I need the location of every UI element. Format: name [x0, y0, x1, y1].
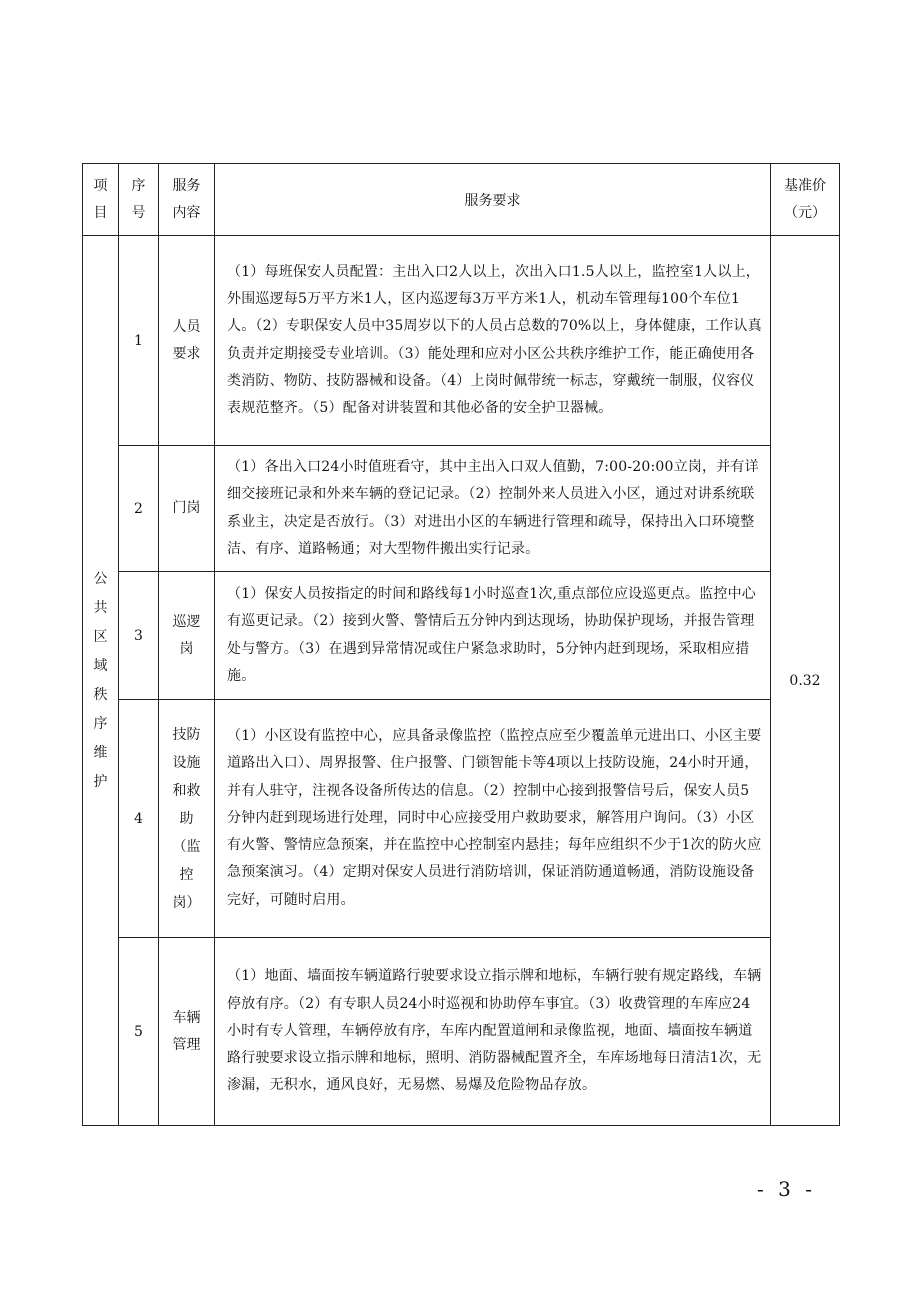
row-requirement: （1）保安人员按指定的时间和路线每1小时巡查1次,重点部位应设巡更点。监控中心有巡更记录。（2）接到火警、警情后五分钟内到达现场，协助保护现场，并报告管理处与警方。（3）在遇到异常情况或住户紧急求助时，5分钟内赶到现场，采取相应措施。	[215, 572, 771, 700]
row-content: 技防设施和救助（监控岗）	[159, 700, 215, 938]
header-requirement: 服务要求	[215, 164, 771, 236]
page-number: - 3 -	[757, 1177, 816, 1201]
group-name-cell: 公共区域秩序维护	[83, 236, 119, 1126]
row-seq: 5	[119, 938, 159, 1126]
row-seq: 3	[119, 572, 159, 700]
table-row	[83, 938, 840, 1126]
row-requirement: （1）小区设有监控中心，应具备录像监控（监控点应至少覆盖单元进出口、小区主要道路出入口）、周界报警、住户报警、门锁智能卡等4项以上技防设施，24小时开通，并有人驻守，注视各设备所传达的信息。（2）控制中心接到报警信号后，保安人员5分钟内赶到现场进行处理，同时中心应接受用户救助要求，解答用户询问。（3）小区有火警、警情应急预案，并在监控中心控制室内悬挂；每年应组织不少于1次的防火应急预案演习。（4）定期对保安人员进行消防培训，保证消防通道畅通，消防设施设备完好，可随时启用。	[215, 700, 771, 938]
table-row	[83, 700, 840, 938]
row-seq: 4	[119, 700, 159, 938]
row-requirement: （1）地面、墙面按车辆道路行驶要求设立指示牌和地标，车辆行驶有规定路线，车辆停放有序。（2）有专职人员24小时巡视和协助停车事宜。（3）收费管理的车库应24小时有专人管理，车辆停放有序，车库内配置道闸和录像监视，地面、墙面按车辆道路行驶要求设立指示牌和地标，照明、消防器械配置齐全，车库场地每日清洁1次，无渗漏，无积水，通风良好，无易燃、易爆及危险物品存放。	[215, 938, 771, 1126]
row-content: 巡逻岗	[159, 572, 215, 700]
table-row	[83, 572, 840, 700]
row-seq: 2	[119, 446, 159, 572]
service-standard-table	[82, 163, 840, 1126]
header-content: 服务内容	[159, 164, 215, 236]
table-row	[83, 446, 840, 572]
table-row	[83, 236, 840, 446]
header-project: 项目	[83, 164, 119, 236]
row-seq: 1	[119, 236, 159, 446]
row-content: 人员要求	[159, 236, 215, 446]
row-requirement: （1）每班保安人员配置：主出入口2人以上，次出入口1.5人以上，监控室1人以上，外围巡逻每5万平方米1人，区内巡逻每3万平方米1人，机动车管理每100个车位1人。（2）专职保安人员中35周岁以下的人员占总数的70%以上，身体健康，工作认真负责并定期接受专业培训。（3）能处理和应对小区公共秩序维护工作，能正确使用各类消防、物防、技防器械和设备。（4）上岗时佩带统一标志，穿戴统一制服，仪容仪表规范整齐。（5）配备对讲装置和其他必备的安全护卫器械。	[215, 236, 771, 446]
row-requirement: （1）各出入口24小时值班看守，其中主出入口双人值勤，7:00-20:00立岗，并有详细交接班记录和外来车辆的登记记录。（2）控制外来人员进入小区，通过对讲系统联系业主，决定是否放行。（3）对进出小区的车辆进行管理和疏导，保持出入口环境整洁、有序、道路畅通；对大型物件搬出实行记录。	[215, 446, 771, 572]
row-content: 车辆管理	[159, 938, 215, 1126]
group-price-cell: 0.32	[771, 236, 840, 1126]
header-row	[83, 164, 840, 236]
header-seq: 序号	[119, 164, 159, 236]
row-content: 门岗	[159, 446, 215, 572]
header-price: 基准价（元）	[771, 164, 840, 236]
